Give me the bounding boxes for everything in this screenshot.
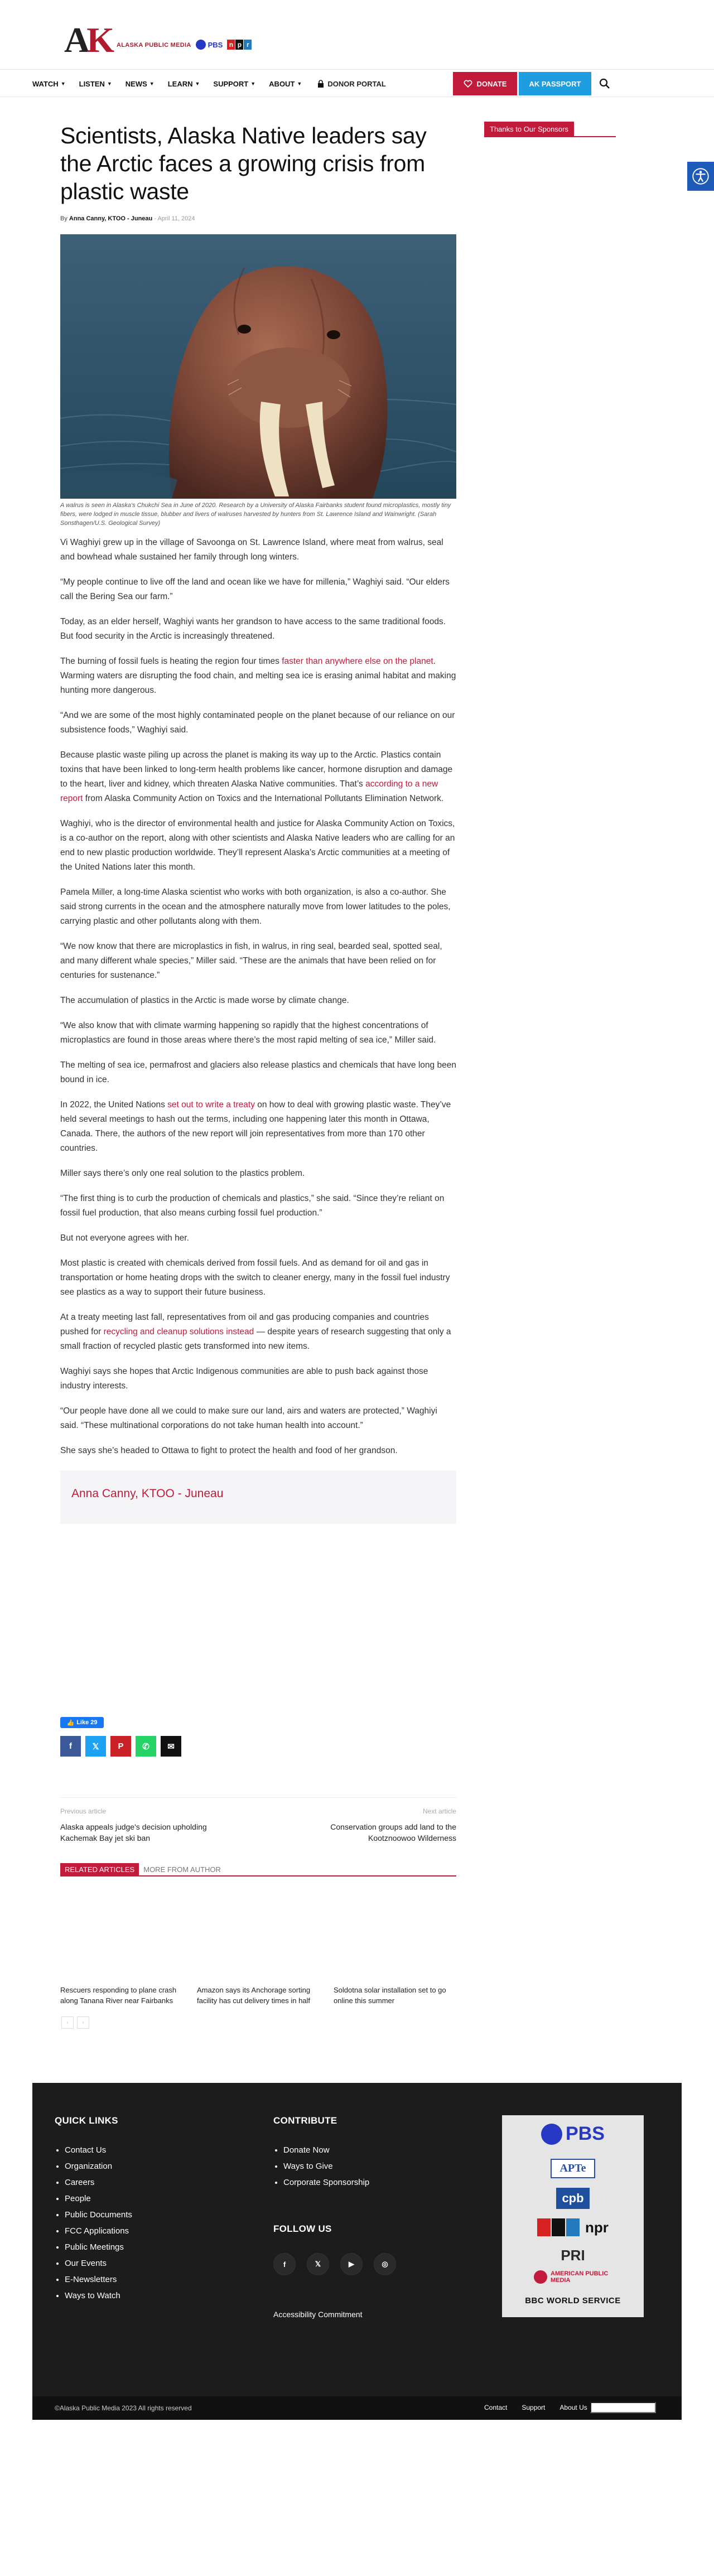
footer-link[interactable]: • Contact Us [65,2142,132,2158]
bbc-partner-logo [502,2296,644,2305]
lock-icon [317,80,324,88]
facebook-icon[interactable]: f [273,2253,296,2275]
nav-label: ABOUT [269,79,295,88]
paragraph-text: “My people continue to live off the land and ocean like we have for millenia,” Waghiyi said. “Our elders call the Bering Sea our farm.” [60,577,450,601]
email-icon[interactable]: ✉ [161,1736,181,1757]
footer-link[interactable]: • Ways to Give [283,2158,369,2174]
apt-logo-text: APTe [551,2159,595,2178]
paragraph-text: Waghiyi, who is the director of environmental health and justice for Alaska Community Action on Toxics, is a co-author on the report, along with other scientists and Alaska Native leaders who are calling for an end to new plastic production worldwide. They’ll represent Alaska’s Arctic communities at a meeting of the United Nations later this month. [60,819,455,872]
article-paragraph [60,1310,456,1354]
site-logo[interactable] [64,22,252,58]
nav-learn[interactable] [168,80,200,88]
paragraph-text: The melting of sea ice, permafrost and glaciers also release plastics and chemicals that have long been bound in ice. [60,1060,456,1084]
footer-search-input[interactable] [590,2402,656,2413]
walrus-illustration [60,234,456,499]
facebook-like-button[interactable] [60,1717,104,1728]
footer-link[interactable]: • Our Events [65,2255,132,2271]
pager-prev-icon[interactable]: ‹ [61,2017,74,2029]
bottom-link-support[interactable]: Support [522,2404,546,2411]
search-icon[interactable] [599,78,611,90]
pinterest-icon[interactable]: P [110,1736,131,1757]
apm-logo-text: AMERICAN PUBLIC MEDIA [551,2270,609,2284]
bottom-link-about[interactable]: About Us [559,2404,587,2411]
article-paragraph [60,748,456,806]
pri-partner-logo [502,2247,644,2264]
article-paragraph [60,708,456,737]
tab-related-articles[interactable]: RELATED ARTICLES [60,1863,139,1875]
npr-block-black [552,2218,565,2236]
article-paragraph [60,575,456,604]
related-thumbnail [334,1891,459,1980]
nav-support[interactable] [213,80,255,88]
article-paragraph [60,939,456,983]
passport-label: AK PASSPORT [529,79,581,88]
hero-image-walrus [60,234,456,499]
related-tabs [60,1863,456,1876]
quick-links-column [55,2115,132,2304]
ak-logo-mark: AK [64,20,111,60]
sep: - [154,215,158,222]
article [60,122,456,1524]
pbs-circle-icon [541,2124,562,2145]
inline-link[interactable]: faster than anywhere else on the planet [282,657,433,666]
chevron-down-icon: ▼ [149,81,155,86]
paragraph-text: At a treaty meeting last fall, representatives from oil and gas producing companies and countries pushed for [60,1313,429,1337]
site-footer [32,2083,682,2396]
paragraph-text: “We also know that with climate warming happening so rapidly that the highest concentrations of microplastics are found in those areas where there’s the most rapid melting of sea ice,” Miller said. [60,1021,436,1045]
footer-link[interactable]: • E-Newsletters [65,2271,132,2288]
nav-watch[interactable] [32,80,66,88]
tab-more-from-author[interactable]: MORE FROM AUTHOR [143,1865,221,1874]
footer-link[interactable]: • Organization [65,2158,132,2174]
paragraph-text: “The first thing is to curb the production of chemicals and plastics,” she said. “Since they’re reliant on fossil fuel production, that also means curbing fossil fuel production.” [60,1194,445,1218]
facebook-icon[interactable]: f [60,1736,81,1757]
related-thumbnail [60,1891,186,1980]
paragraph-text: “Our people have done all we could to make sure our land, airs and waters are protected,” Waghiyi said. “These multinational corporations do not take human health into account.” [60,1406,437,1430]
nav-label: SUPPORT [213,79,249,88]
related-article-card[interactable] [60,1891,186,2006]
article-paragraph [60,1166,456,1181]
article-paragraph [60,1231,456,1246]
nav-listen[interactable] [79,80,112,88]
related-articles [60,1891,473,2006]
article-paragraph [60,817,456,875]
donate-label: DONATE [476,79,507,88]
paragraph-text: “We now know that there are microplastics in fish, in walrus, in ring seal, bearded seal, spotted seal, and many different whale species,” Miller said. “These are the animals that have been relied on for centuries for sustenance.” [60,942,442,980]
image-caption: A walrus is seen in Alaska's Chukchi Sea in June of 2020. Research by a University of Alaska Fairbanks student found microplastics, mostly tiny fibers, were lodged in muscle tissue, blubber and livers of walruses harvested by hunters from St. Lawrence Island and Wainwright. (Sarah Sonsthagen/U.S. Geological Survey) [60,502,451,527]
paragraph-text: Waghiyi says she hopes that Arctic Indigenous communities are able to push back against those industry interests. [60,1367,428,1391]
related-pager [61,2017,89,2029]
chevron-down-icon: ▼ [60,81,66,86]
nav-label: NEWS [125,79,147,88]
nav-label: LISTEN [79,79,105,88]
footer-social-links [273,2253,396,2275]
contribute-heading: CONTRIBUTE [273,2115,337,2126]
paragraph-text: Pamela Miller, a long-time Alaska scientist who works with both organization, is also a co-author. She said strong currents in the ocean and the atmosphere naturally move from lower latitudes to the poles, carrying plastic and other pollutants along with them. [60,887,451,926]
paragraph-text: The burning of fossil fuels is heating the region four times [60,657,282,666]
contribute-list [273,2142,369,2191]
footer-link[interactable]: • Public Documents [65,2207,132,2223]
related-title: Amazon says its Anchorage sorting facility has cut delivery times in half [197,1986,311,2005]
inline-link[interactable]: according to a new report [60,779,438,803]
x-icon[interactable]: 𝕏 [85,1736,106,1757]
footer-link[interactable]: • Corporate Sponsorship [283,2174,369,2191]
footer-link[interactable]: • Public Meetings [65,2239,132,2255]
contribute-column [273,2115,369,2191]
pbs-logo-text: PBS [208,40,223,49]
prev-label: Previous article [60,1807,107,1815]
accessibility-commitment-link[interactable]: Accessibility Commitment [273,2310,363,2319]
bottom-link-contact[interactable]: Contact [484,2404,508,2411]
paragraph-text: Miller says there’s only one real solution to the plastics problem. [60,1169,305,1178]
related-thumbnail [197,1891,322,1980]
logo-text: ALASKA PUBLIC MEDIA [117,42,191,49]
cpb-logo-text: cpb [556,2188,589,2209]
quick-links-heading: QUICK LINKS [55,2115,118,2126]
byline [60,215,456,222]
npr-logo-text: npr [585,2218,609,2236]
nav-news[interactable] [126,80,155,88]
donor-portal-link[interactable] [317,80,385,88]
paragraph-text: Vi Waghiyi grew up in the village of Savoonga on St. Lawrence Island, where meat from walrus, seal and bowhead whale sustained her family through long winters. [60,538,443,562]
copyright-text: ©Alaska Public Media 2023 All rights reserved [55,2404,192,2412]
prev-title: Alaska appeals judge's decision upholding Kachemak Bay jet ski ban [60,1822,207,1842]
footer-link[interactable]: • Ways to Watch [65,2288,132,2304]
paragraph-text: — despite years of research suggesting that only a small fraction of recycled plastic gets transformed into new items. [60,1327,451,1351]
paragraph-text: on how to deal with growing plastic waste. They’ve held several meetings to hash out the terms, including one happening later this month in Ottawa, Canada. There, the authors of the new report will join representatives from more than 170 other countries. [60,1100,451,1153]
article-paragraph [60,1191,456,1221]
chevron-down-icon: ▼ [107,81,112,86]
bottom-links [484,2404,587,2411]
sidebar-sponsors-heading [484,122,616,137]
nav-label: WATCH [32,79,59,88]
post-navigation [60,1797,456,1842]
paragraph-text: She says she’s headed to Ottawa to fight to protect the health and food of her grandson. [60,1446,398,1455]
article-body [60,536,456,1458]
author-box-name[interactable]: Anna Canny, KTOO - Juneau [71,1487,224,1500]
article-paragraph [60,1019,456,1048]
heart-icon [464,80,472,88]
article-title: Scientists, Alaska Native leaders say the Arctic faces a growing crisis from plastic waste [60,123,427,204]
thumbs-up-icon: 👍 [66,1719,75,1726]
quick-links-list [55,2142,132,2304]
x-icon[interactable]: 𝕏 [307,2253,329,2275]
article-paragraph [60,1444,456,1458]
paragraph-text: But not everyone agrees with her. [60,1233,189,1243]
pbs-logo-text: PBS [566,2123,605,2144]
chevron-down-icon: ▼ [195,81,200,86]
pbs-partner-logo [502,2123,644,2145]
next-label: Next article [422,1807,456,1815]
paragraph-text: Because plastic waste piling up across the planet is making its way up to the Arctic. Plastics contain toxins that have been linked to long-term health problems like cancer, hormone disruption and damage to the heart, liver and kidney, which threaten Alaska Native communities. That’s [60,750,453,789]
npr-letter: r [244,40,252,50]
divider [484,136,616,137]
npr-block-red [537,2218,551,2236]
nav-about[interactable] [269,80,302,88]
paragraph-text: from Alaska Community Action on Toxics and the International Pollutants Elimination Network. [83,794,444,803]
next-article-link[interactable] [289,1806,456,1844]
previous-article-link[interactable] [60,1806,228,1844]
whatsapp-icon[interactable]: ✆ [136,1736,156,1757]
apt-partner-logo [502,2159,644,2178]
pbs-npr-logos [196,40,252,50]
pri-logo-text: PRI [561,2247,585,2264]
article-paragraph [60,1058,456,1087]
donor-portal-label: DONOR PORTAL [327,79,386,88]
chevron-down-icon: ▼ [297,81,302,86]
byline-prefix: By [60,215,67,222]
npr-logo [227,40,252,50]
apm-partner-logo [502,2270,644,2284]
paragraph-text: The accumulation of plastics in the Arctic is made worse by climate change. [60,996,349,1005]
npr-letter: p [235,40,243,50]
related-article-card[interactable] [197,1891,322,2006]
article-paragraph [60,1256,456,1300]
publish-date: April 11, 2024 [157,215,195,222]
article-paragraph [60,993,456,1008]
author-link[interactable]: Anna Canny, KTOO - Juneau [69,215,153,222]
fb-like-label: Like 29 [76,1719,98,1726]
article-paragraph [60,654,456,698]
instagram-icon[interactable]: ◎ [374,2253,396,2275]
npr-partner-logo [502,2218,644,2236]
footer-link[interactable]: • People [65,2191,132,2207]
youtube-icon[interactable]: ▶ [340,2253,363,2275]
article-paragraph [60,1098,456,1156]
npr-block-blue [566,2218,580,2236]
cpb-partner-logo [502,2188,644,2209]
paragraph-text: Today, as an elder herself, Waghiyi wants her grandson to have access to the same traditional foods. But food security in the Arctic is increasingly threatened. [60,617,446,641]
accessibility-toggle-button[interactable] [687,162,714,191]
next-title: Conservation groups add land to the Kootznoowoo Wilderness [330,1822,456,1842]
footer-link[interactable]: • FCC Applications [65,2223,132,2239]
inline-link[interactable]: set out to write a treaty [167,1100,255,1109]
bbc-logo-text: BBC WORLD SERVICE [525,2296,621,2305]
footer-link[interactable]: • Donate Now [283,2142,369,2158]
sponsors-label: Thanks to Our Sponsors [484,122,574,137]
share-buttons [60,1736,181,1757]
partner-logos-panel [502,2115,644,2317]
main-nav [0,69,714,97]
related-article-card[interactable] [334,1891,459,2006]
footer-bottom-bar [32,2396,682,2420]
follow-us-heading: FOLLOW US [273,2223,332,2234]
npr-letter: n [227,40,235,50]
apm-circle-icon [534,2270,547,2284]
footer-link[interactable]: • Careers [65,2174,132,2191]
article-paragraph [60,536,456,565]
site-header [0,0,714,67]
article-paragraph [60,1364,456,1393]
inline-link[interactable]: recycling and cleanup solutions instead [103,1327,254,1337]
author-box [60,1470,456,1524]
related-title: Soldotna solar installation set to go online this summer [334,1986,446,2005]
related-title: Rescuers responding to plane crash along Tanana River near Fairbanks [60,1986,177,2005]
donate-button[interactable] [453,72,517,95]
paragraph-text: . Warming waters are disrupting the food chain, and melting sea ice is erasing animal habitat and making hunting more dangerous. [60,657,456,695]
paragraph-text: “And we are some of the most highly contaminated people on the planet because of our reliance on our subsistence foods,” Waghiyi said. [60,711,455,735]
article-paragraph [60,615,456,644]
accessibility-icon [692,168,709,185]
article-paragraph [60,885,456,929]
paragraph-text: In 2022, the United Nations [60,1100,168,1109]
article-paragraph [60,1404,456,1433]
ak-passport-button[interactable] [519,72,591,95]
pager-next-icon[interactable]: › [77,2017,89,2029]
pbs-icon [196,40,206,50]
paragraph-text: Most plastic is created with chemicals derived from fossil fuels. And as demand for oil and gas in transportation or home heating drops with the switch to cleaner energy, many in the fossil fuel industry see plastics as a way to support their future business. [60,1258,450,1297]
chevron-down-icon: ▼ [250,81,256,86]
nav-label: LEARN [167,79,193,88]
